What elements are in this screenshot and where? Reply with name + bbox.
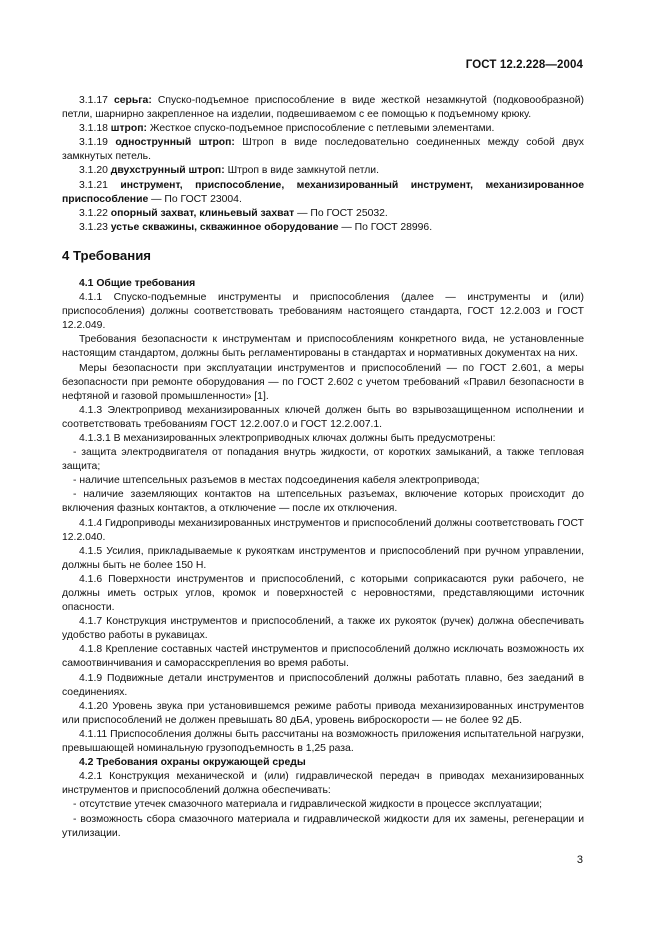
page-content [62, 94, 584, 841]
definition-term: серьга: [113, 95, 152, 106]
definition-text: Жесткое спуско-подъемное приспособление с петлевыми элементами. [149, 123, 495, 135]
paragraph-4-1-9: 4.1.9 Подвижные детали инструментов и приспособлений должны работать плавно, без заеданий в соединениях. [62, 672, 584, 698]
definition-term: опорный захват, клиньевый захват [110, 207, 295, 219]
paragraph-4-1-4: 4.1.4 Гидроприводы механизированных инструментов и приспособлений должны соответствовать ГОСТ 12.2.040. [62, 517, 584, 543]
paragraph-4-1-10 [62, 700, 584, 728]
definition-number: 3.1.21 [79, 179, 108, 191]
paragraph-4-1-1-a: Требования безопасности к инструментам и приспособлениям конкретного вида, не установленные настоящим стандартом, должны быть регламентированы в стандартах и нормативных документах на них. [62, 334, 584, 360]
definition-number: 3.1.17 [79, 95, 108, 106]
paragraph-4-1-11: 4.1.11 Приспособления должны быть рассчитаны на возможность приложения испытательной нагрузки, превышающей номинальную грузоподъемность в 1,25 раза. [62, 728, 584, 755]
definition-number: 3.1.20 [79, 165, 108, 177]
definition-item [62, 179, 584, 207]
definition-text: — По ГОСТ 28996. [341, 221, 433, 233]
definition-term: однострунный штроп: [115, 137, 235, 149]
paragraph-4-1-6: 4.1.6 Поверхности инструментов и приспособлений, с которыми соприкасаются руки рабочего, не должны иметь острых углов, кромок и поверхностей с неровностями, представляющими источник опасности. [62, 573, 584, 614]
paragraph-4-1-1-b: Меры безопасности при эксплуатации инструментов и приспособлений — по ГОСТ 2.601, а меры безопасности при ремонте оборудования — по ГОСТ 2.602 с учетом требований «Правил безопасности в нефтяной и газовой промышленности» [1]. [62, 362, 584, 402]
dash-item: - наличие штепсельных разъемов в местах подсоединения кабеля электропривода; [73, 475, 480, 487]
definition-term: инструмент, приспособление, механизированный инструмент, механизированное приспособление [62, 179, 584, 205]
dash-item: - возможность сбора смазочного материала и гидравлической жидкости для их замены, регенерации и утилизации. [62, 813, 584, 839]
paragraph-4-1-3: 4.1.3 Электропривод механизированных ключей должен быть во взрывозащищенном исполнении и соответствовать требованиям ГОСТ 12.2.007.0 и ГОСТ 12.2.007.1. [62, 404, 584, 430]
definition-text: Штроп в виде последовательно соединенных между собой двух замкнутых петель. [62, 137, 584, 163]
paragraph-4-1-1: 4.1.1 Спуско-подъемные инструменты и приспособления (далее — инструменты и (или) приспособления) должны соответствовать требованиям настоящего стандарта, ГОСТ 12.2.003 и ГОСТ 12.2.049. [62, 292, 584, 332]
paragraph-text: , уровень виброскорости — не более 92 дБ. [309, 714, 523, 726]
definition-number: 3.1.22 [79, 207, 108, 219]
definition-item [62, 164, 584, 178]
definition-number: 3.1.19 [79, 137, 108, 149]
paragraph-4-1-3-1: 4.1.3.1 В механизированных электроприводных ключах должны быть предусмотрены: [79, 432, 496, 444]
section-title: 4 Требования [62, 247, 152, 263]
paragraph-4-1-5: 4.1.5 Усилия, прикладываемые к рукояткам инструментов и приспособлений при ручном управлении, должны быть не более 150 Н. [62, 545, 584, 571]
dash-item: - защита электродвигателя от попадания внутрь жидкости, от коротких замыканий, а также тепловая защита; [62, 447, 584, 473]
dash-item: - отсутствие утечек смазочного материала и гидравлической жидкости в процессе эксплуатации; [73, 799, 543, 811]
definition-text: Спуско-подъемное приспособление в виде жесткой незамкнутой (подковообразной) петли, шарнирно закрепленное на изделии, подвешиваемом с ее помощью к подъемному крюку. [62, 95, 585, 121]
document-header: ГОСТ 12.2.228—2004 [465, 59, 583, 71]
definition-item [62, 221, 584, 235]
page-number: 3 [576, 854, 583, 866]
subsection-title-general: 4.1 Общие требования [79, 277, 196, 289]
definition-number: 3.1.18 [79, 123, 108, 135]
unit-letter: А [302, 714, 310, 726]
dash-item: - наличие заземляющих контактов на штепсельных разъемах, включение которых происходит до включения фазных контактов, а отключение — после их отключения. [62, 489, 584, 515]
paragraph-text: 4.1.20 Уровень звука при установившемся режиме работы привода механизированных инструментов или приспособлений не должен превышать 80 дБ [62, 700, 584, 726]
definition-text: — По ГОСТ 23004. [151, 193, 242, 205]
definition-item [62, 94, 584, 122]
subsection-title-environment: 4.2 Требования охраны окружающей среды [79, 757, 306, 769]
definition-text: — По ГОСТ 25032. [297, 207, 388, 219]
definition-term: двухструнный штроп: [110, 165, 225, 177]
definition-item [62, 207, 584, 221]
paragraph-4-2-1: 4.2.1 Конструкция механической и (или) гидравлической передач в приводах механизированных инструментов и приспособлений должна обеспечивать: [62, 771, 584, 797]
definition-item [62, 122, 584, 136]
definitions-list [62, 94, 584, 235]
definition-number: 3.1.23 [79, 221, 108, 233]
paragraph-4-1-7: 4.1.7 Конструкция инструментов и приспособлений, а также их рукояток (ручек) должна обеспечивать удобство работы в рукавицах. [62, 616, 584, 642]
definition-term: устье скважины, скважинное оборудование [110, 221, 339, 233]
definition-text: Штроп в виде замкнутой петли. [227, 165, 379, 177]
definition-term: штроп: [110, 123, 147, 135]
paragraph-4-1-8: 4.1.8 Крепление составных частей инструментов и приспособлений должно исключать возможность их самоотвинчивания и саморасскрепления во время работы. [62, 644, 584, 670]
definition-item [62, 136, 584, 164]
